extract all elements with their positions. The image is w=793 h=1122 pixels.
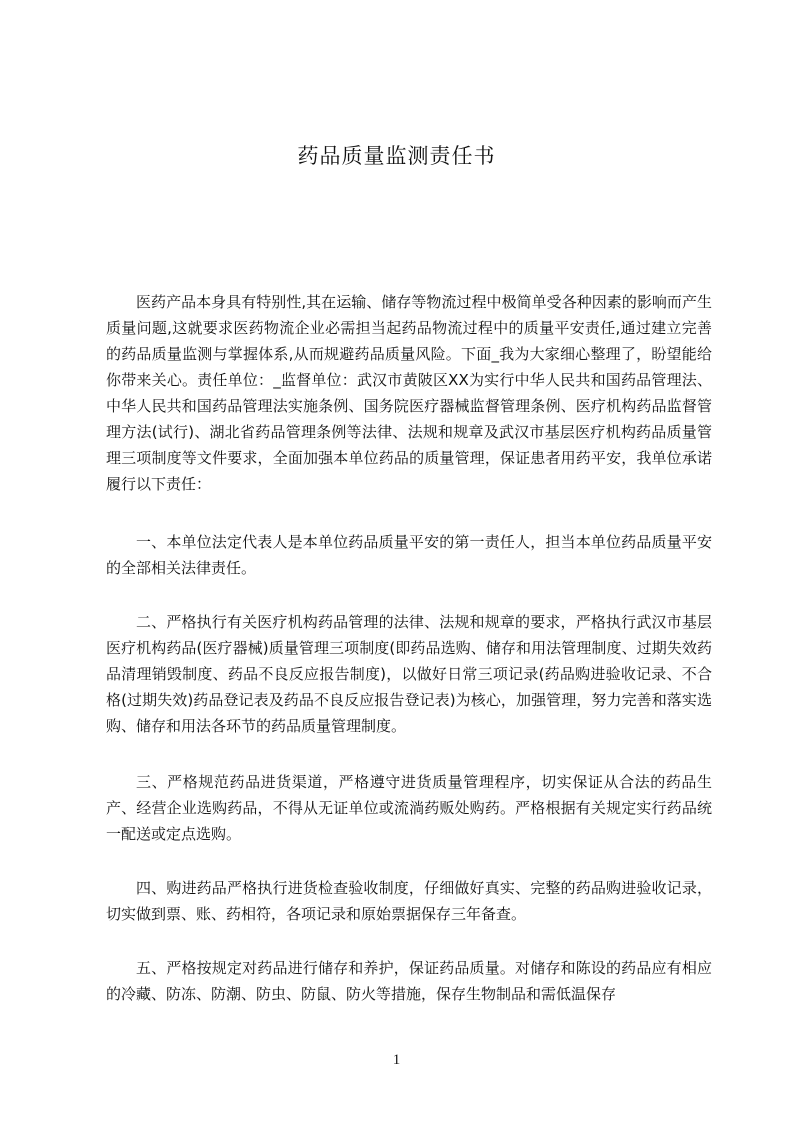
responsibility-item-3: 三、严格规范药品进货渠道，严格遵守进货质量管理程序，切实保证从合法的药品生产、经营企业选购药品，不得从无证单位或流淌药贩处购药。严格根据有关规定实行药品统一配送或定点选购。 xyxy=(106,773,712,843)
responsibility-item-1: 一、本单位法定代表人是本单位药品质量平安的第一责任人，担当本单位药品质量平安的全部相关法律责任。 xyxy=(106,533,712,577)
intro-paragraph: 医药产品本身具有特别性,其在运输、储存等物流过程中极简单受各种因素的影响而产生质量问题,这就要求医药物流企业必需担当起药品物流过程中的质量平安责任,通过建立完善的药品质量监测与掌握体系,从而规避药品质量风险。下面_我为大家细心整理了，盼望能给你带来关心。责任单位：_监督单位：武汉市黄陂区XX为实行中华人民共和国药品管理法、中华人民共和国药品管理法实施条例、国务院医疗器械监督管理条例、医疗机构药品监督管理方法(试行)、湖北省药品管理条例等法律、法规和规章及武汉市基层医疗机构药品质量管理三项制度等文件要求，全面加强本单位药品的质量管理，保证患者用药平安，我单位承诺履行以下责任： xyxy=(106,293,712,493)
responsibility-item-2: 二、严格执行有关医疗机构药品管理的法律、法规和规章的要求，严格执行武汉市基层医疗机构药品(医疗器械)质量管理三项制度(即药品选购、储存和用法管理制度、过期失效药品清理销毁制度、药品不良反应报告制度)，以做好日常三项记录(药品购进验收记录、不合格(过期失效)药品登记表及药品不良反应报告登记表)为核心，加强管理，努力完善和落实选购、储存和用法各环节的药品质量管理制度。 xyxy=(106,613,712,735)
page-number: 1 xyxy=(392,1052,401,1068)
responsibility-item-5: 五、严格按规定对药品进行储存和养护，保证药品质量。对储存和陈设的药品应有相应的冷藏、防冻、防潮、防虫、防鼠、防火等措施，保存生物制品和需低温保存 xyxy=(106,959,712,1003)
document-title: 药品质量监测责任书 xyxy=(297,144,496,168)
responsibility-item-4: 四、购进药品严格执行进货检查验收制度，仔细做好真实、完整的药品购进验收记录，切实做到票、账、药相符，各项记录和原始票据保存三年备查。 xyxy=(106,879,712,923)
